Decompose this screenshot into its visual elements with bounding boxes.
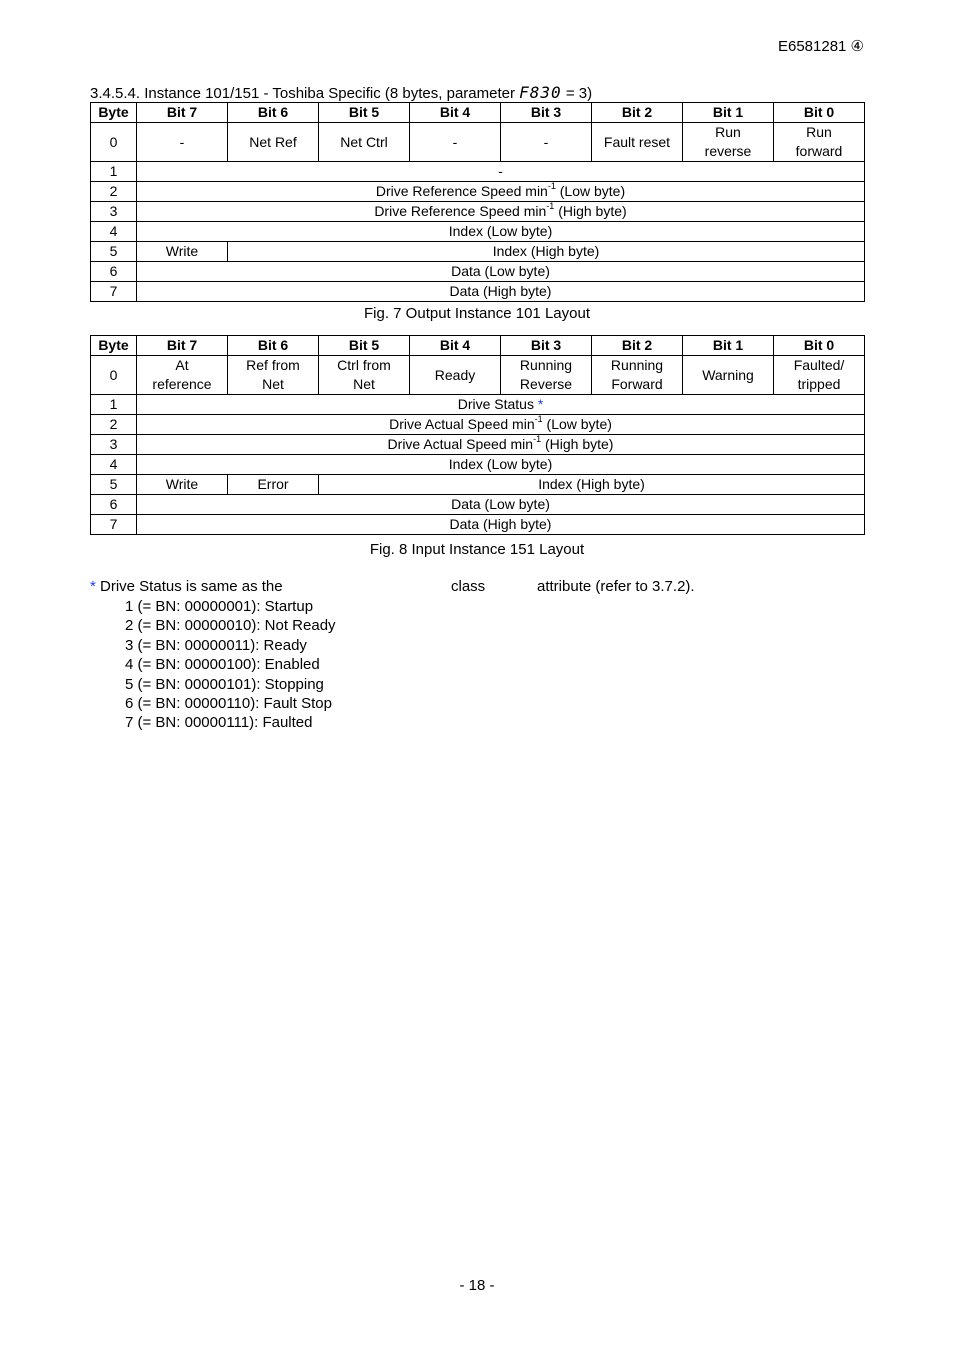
- span-cell: [137, 395, 865, 415]
- table-row: [91, 202, 865, 222]
- span-cell: [137, 435, 865, 455]
- figure-caption: Fig. 7 Output Instance 101 Layout: [364, 305, 590, 322]
- table-header-row: [91, 103, 865, 123]
- cell-text: Drive Reference Speed min: [374, 203, 547, 219]
- table-row: [91, 182, 865, 202]
- byte-cell: 3: [91, 435, 137, 455]
- span-cell: Index (Low byte): [137, 222, 865, 242]
- figure-caption: Fig. 8 Input Instance 151 Layout: [369, 541, 585, 558]
- drive-status-note: [90, 578, 790, 733]
- superscript: -1: [546, 201, 555, 212]
- header-bit6: Bit 6: [228, 103, 319, 123]
- table-row: [91, 242, 865, 262]
- cell-text: (High byte): [541, 436, 614, 452]
- bit-cell: Net Ctrl: [319, 123, 410, 162]
- table-header-row: [91, 336, 865, 356]
- header-bit7: Bit 7: [137, 336, 228, 356]
- byte-cell: 5: [91, 475, 137, 495]
- input-instance-table: [90, 335, 865, 535]
- bit-cell: Running Forward: [592, 356, 683, 395]
- span-cell: Data (High byte): [137, 282, 865, 302]
- header-bit0: Bit 0: [774, 103, 865, 123]
- header-bit5: Bit 5: [319, 103, 410, 123]
- table-row: [91, 415, 865, 435]
- byte-cell: 6: [91, 495, 137, 515]
- byte-cell: 7: [91, 282, 137, 302]
- table-row: [91, 162, 865, 182]
- header-bit5: Bit 5: [319, 336, 410, 356]
- parameter-display: F830: [519, 83, 562, 102]
- bit-cell: Fault reset: [592, 123, 683, 162]
- bit-cell: Running Reverse: [501, 356, 592, 395]
- list-item: 4 (= BN: 00000100): Enabled: [125, 656, 320, 674]
- span-cell: Data (High byte): [137, 515, 865, 535]
- table-row: [91, 435, 865, 455]
- bit-cell: Run reverse: [683, 123, 774, 162]
- cell-text: Drive Actual Speed min: [389, 416, 535, 432]
- status-list: [90, 597, 790, 733]
- table-row: [91, 262, 865, 282]
- byte-cell: 1: [91, 395, 137, 415]
- bit-cell: At reference: [137, 356, 228, 395]
- header-bit4: Bit 4: [410, 103, 501, 123]
- header-bit2: Bit 2: [592, 336, 683, 356]
- table-row: [91, 515, 865, 535]
- note-text: Drive Status is same as the: [95, 578, 283, 595]
- header-bit7: Bit 7: [137, 103, 228, 123]
- cell-text: (High byte): [554, 203, 627, 219]
- bit-cell: -: [501, 123, 592, 162]
- note-text: attribute (refer to 3.7.2).: [537, 578, 695, 595]
- bit-cell: -: [410, 123, 501, 162]
- bit-cell: Net Ref: [228, 123, 319, 162]
- span-cell: Data (Low byte): [137, 262, 865, 282]
- footnote-marker: *: [90, 578, 96, 595]
- byte-cell: 4: [91, 222, 137, 242]
- header-byte: Byte: [91, 103, 137, 123]
- span-cell: Data (Low byte): [137, 495, 865, 515]
- header-byte: Byte: [91, 336, 137, 356]
- bit-cell: Run forward: [774, 123, 865, 162]
- byte-cell: 2: [91, 415, 137, 435]
- cell-text: (Low byte): [542, 416, 612, 432]
- byte-cell: 0: [91, 123, 137, 162]
- superscript: -1: [547, 181, 556, 192]
- note-text: class: [451, 578, 486, 595]
- byte-cell: 0: [91, 356, 137, 395]
- table-row: [91, 395, 865, 415]
- byte-cell: 4: [91, 455, 137, 475]
- list-item: 1 (= BN: 00000001): Startup: [125, 598, 314, 615]
- bit-cell: Write: [137, 242, 228, 262]
- bit-cell: -: [137, 123, 228, 162]
- table-row: [91, 123, 865, 162]
- header-bit3: Bit 3: [501, 103, 592, 123]
- table-row: [91, 222, 865, 242]
- byte-cell: 7: [91, 515, 137, 535]
- table-row: [91, 495, 865, 515]
- byte-cell: 5: [91, 242, 137, 262]
- cell-text: Drive Status: [457, 396, 538, 412]
- output-instance-table: [90, 102, 865, 302]
- header-bit1: Bit 1: [683, 103, 774, 123]
- section-title-prefix: 3.4.5.4. Instance 101/151 - Toshiba Specific (8 bytes, parameter: [90, 85, 520, 102]
- section-title-suffix: = 3): [561, 85, 593, 102]
- list-item: 6 (= BN: 00000110): Fault Stop: [125, 694, 332, 712]
- byte-cell: 6: [91, 262, 137, 282]
- cell-text: (Low byte): [555, 183, 626, 199]
- span-cell: [137, 182, 865, 202]
- header-bit1: Bit 1: [683, 336, 774, 356]
- table-row: [91, 356, 865, 395]
- header-bit4: Bit 4: [410, 336, 501, 356]
- byte-cell: 1: [91, 162, 137, 182]
- table-row: [91, 282, 865, 302]
- superscript: -1: [534, 414, 543, 425]
- span-cell: Index (High byte): [228, 242, 865, 262]
- bit-cell: Ref from Net: [228, 356, 319, 395]
- page-number: - 18 -: [459, 1277, 495, 1294]
- superscript: -1: [533, 434, 542, 445]
- cell-text: Drive Actual Speed min: [387, 436, 534, 452]
- header-bit6: Bit 6: [228, 336, 319, 356]
- list-item: 3 (= BN: 00000011): Ready: [125, 636, 307, 654]
- list-item: 2 (= BN: 00000010): Not Ready: [125, 617, 336, 635]
- footnote-marker: *: [537, 396, 544, 412]
- document-id: E6581281 ④: [777, 38, 864, 55]
- span-cell: [137, 415, 865, 435]
- span-cell: Index (High byte): [319, 475, 865, 495]
- cell-text: Drive Reference Speed min: [375, 183, 548, 199]
- section-title: [90, 83, 592, 102]
- span-cell: [137, 202, 865, 222]
- header-bit3: Bit 3: [501, 336, 592, 356]
- list-item: 5 (= BN: 00000101): Stopping: [125, 675, 324, 693]
- byte-cell: 3: [91, 202, 137, 222]
- table-row: [91, 455, 865, 475]
- byte-cell: 2: [91, 182, 137, 202]
- bit-cell: Ctrl from Net: [319, 356, 410, 395]
- header-bit0: Bit 0: [774, 336, 865, 356]
- bit-cell: Write: [137, 475, 228, 495]
- bit-cell: Warning: [683, 356, 774, 395]
- list-item: 7 (= BN: 00000111): Faulted: [125, 714, 313, 732]
- header-bit2: Bit 2: [592, 103, 683, 123]
- bit-cell: Faulted/ tripped: [774, 356, 865, 395]
- span-cell: Index (Low byte): [137, 455, 865, 475]
- table-row: [91, 475, 865, 495]
- span-cell: -: [137, 162, 865, 182]
- bit-cell: Ready: [410, 356, 501, 395]
- bit-cell: Error: [228, 475, 319, 495]
- note-line: [90, 578, 790, 597]
